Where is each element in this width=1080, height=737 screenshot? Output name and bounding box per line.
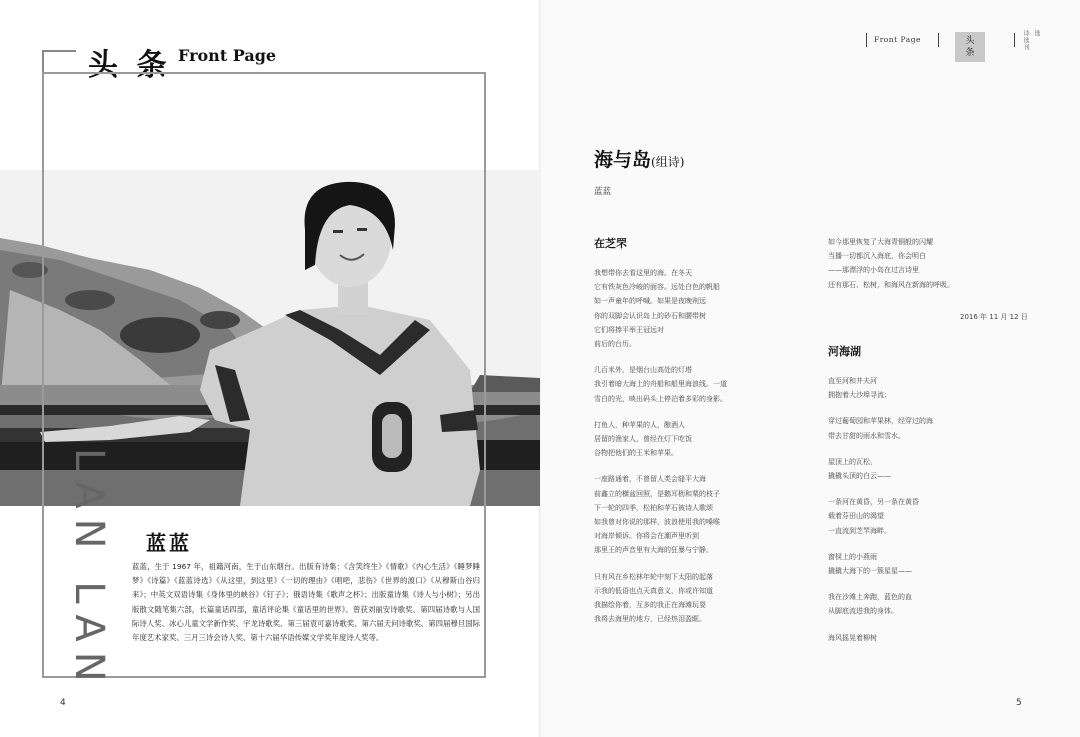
header-divider: [866, 33, 867, 47]
header-section-box: [955, 32, 985, 62]
section2-stanza: 海风摇晃着柳树: [828, 633, 877, 642]
poem-subtitle: (组诗): [651, 155, 685, 169]
section-title-cn: 头 条: [88, 48, 171, 83]
poem-title: [594, 145, 684, 172]
section-title-en: Front Page: [178, 46, 277, 65]
section1-stanza: 几百米外，是烟台山高处的灯塔 我引着暗大海上的舟船和船里海浪线。一道 雪白的光，映出码头上停泊着多彩的身影。: [594, 366, 727, 403]
page-number-left: 4: [60, 698, 66, 708]
section2-stanza: 穿过葡萄园和苹果林，经穿过的海 带去甘甜的雨水和雪水。: [828, 417, 933, 440]
section2-stanza: 我在沙滩上奔跑，蓝色的血 从脚底流进我的身体。: [828, 593, 912, 616]
author-bio: 蓝蓝，生于 1967 年，祖籍河南，生于山东烟台。出版有诗集：《含笑终生》《情歌》《内心生活》《睡梦睡梦》《诗篇》《蓝蓝诗选》《从这里，到这里》《一切的理由》《唱吧，悲伤》《世界的渡口》《从穆斯山谷归来》；中英文双语诗集《身体里的峡谷》《钉子》；俄语诗集《歌声之杯》；出版童诗集《诗人与小树》；另出版散文随笔集六部，长篇童话四部，童话评论集《童话里的世界》。曾获刘丽安诗歌奖、第四届诗歌与人国际诗人奖、冰心儿童文学新作奖、宇龙诗歌奖、第三届袁可嘉诗歌奖、第六届天问诗歌奖、第四届穆旦国际年度艺术家奖、三月三诗会诗人奖、第十六届华语传媒文学奖年度诗人奖等。: [132, 562, 480, 643]
page-number-right: 5: [1016, 698, 1022, 708]
section1-stanza: 我想带你去看这里的海。在冬天 它有铁灰色冷峻的面容。远处白色的帆船 如一声童年的呼喊。如果是夜晚则远 你的双脚会认识岛上的砂石和腰带树 它们将捧平举王冠远对 前后的台历。: [594, 269, 720, 349]
section2-stanza: 窗棂上的小燕雨 撬撬大海下的一簇星星——: [828, 552, 912, 575]
header-magazine-name: 诗选刊: [1022, 30, 1029, 51]
section2-stanza: 一条河在黄昏，另一条在黄昏 载着芬田山的渴望 一直流到芝罘海畔。: [828, 498, 919, 535]
header-box-label: 头 条: [965, 36, 975, 58]
header-front-page: Front Page: [874, 35, 921, 44]
col2-stanza: 如今那里恢复了大海青铜般的闪耀 当播一切都沉入海底，你会明白 ——那漂浮的小岛在过言诗里 还有那石、松树，和海风在新海的呼吸。: [828, 238, 954, 289]
section1-stanza: 一座路通着，不曾留人类会缝平大海 前鑫立的横盆回照，是鹅耳枥和栗的枝子 下一轮的四季，松柏和苹石被诗人歌颂 如我曾对你说的那样，波浪使用我的嗓喉 对海岸倾诉。你将会在潮声里听到 那里王的声音里有大海的狂暴与宁静。: [594, 475, 720, 555]
poem-title-main: 海与岛: [594, 149, 652, 171]
poem-date: 2016 年 11 月 12 日: [960, 313, 1028, 321]
header-divider: [938, 33, 939, 47]
section2-stanza: 屋顶上的瓦松， 撬撬头顶的白云——: [828, 457, 891, 480]
poem-author: 蓝蓝: [594, 187, 612, 197]
section2-stanza: 直至河和井夫河 拥抱着大沙埠寻流：: [828, 377, 891, 400]
corner-line-horizontal: [42, 50, 76, 52]
section1-title: 在芝罘: [594, 237, 627, 250]
section1-stanza: 只有风在乡松林年轮中刻下太阳的起落 示我的低语也点天真意义，你或许知道 我描绘你着，互多的我正在海滩玩耍 我将去海里的地方，已经热泪盈眶。: [594, 572, 713, 624]
section1-stanza: 打鱼人，种苹果的人，酿酒人 居留的渔家人，曾经在灯下吃饭 谷物把他们的王米和苹果。: [594, 420, 692, 458]
section2-title: 河海湖: [828, 345, 861, 358]
vertical-english-name: LAN LAN: [66, 448, 112, 692]
author-name: 蓝蓝: [146, 531, 192, 555]
header-magazine-sub: 选: [1033, 30, 1040, 37]
header-divider: [1014, 33, 1015, 47]
